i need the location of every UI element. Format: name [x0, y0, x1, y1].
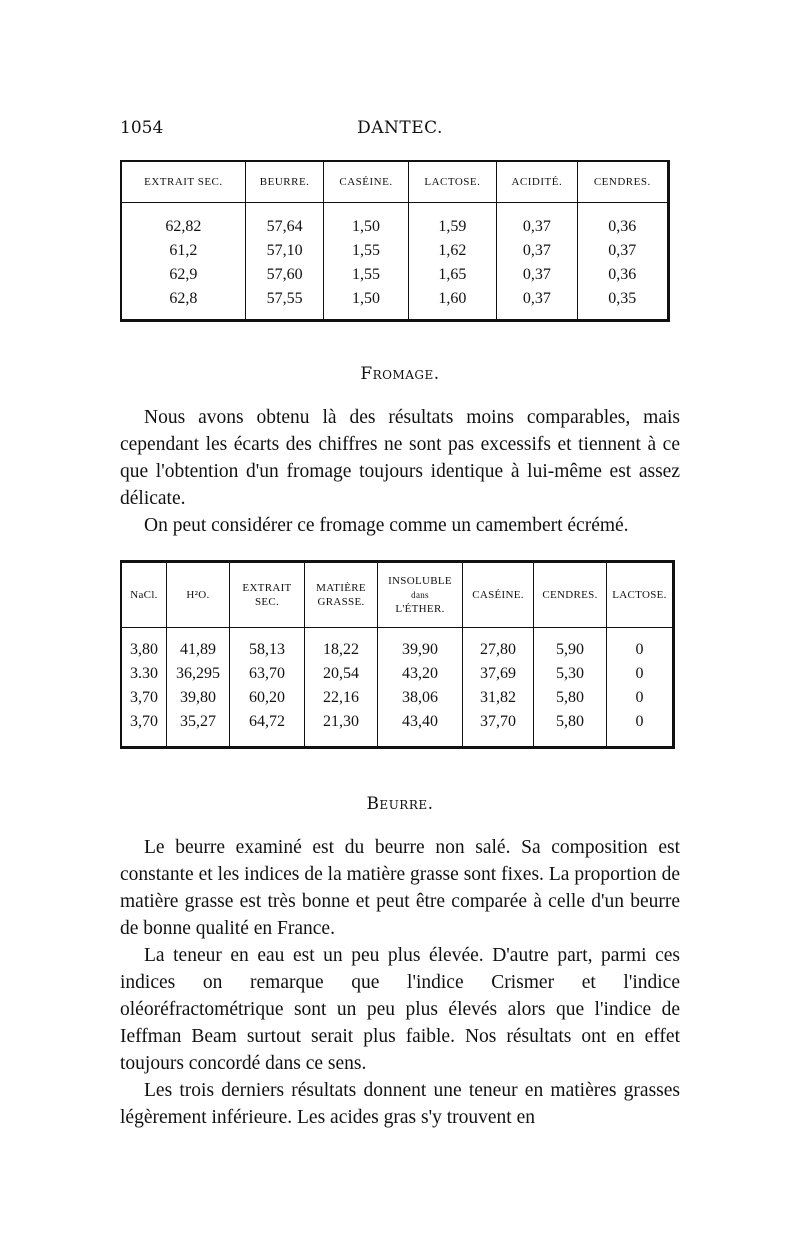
table-cell: 0 [607, 628, 674, 663]
table-row [121, 239, 669, 263]
table-row [121, 628, 674, 663]
header-line: SEC. [254, 596, 280, 608]
table-cell: 0 [607, 662, 674, 686]
col-h2o: H²O. [167, 562, 230, 628]
table-header-row [121, 161, 669, 203]
table-cell: 61,2 [169, 242, 198, 259]
table-cell: 64,72 [230, 710, 305, 748]
table-cell: 5,90 [534, 628, 607, 663]
table-cell: 38,06 [378, 686, 463, 710]
table-cell: 1,62 [408, 239, 497, 263]
table-cell: 1,65 [408, 263, 497, 287]
col-caseine: CASÉINE. [463, 562, 534, 628]
col-cendres: CENDRES. [534, 562, 607, 628]
table-cell: 1,50 [324, 287, 408, 321]
paragraph-beurre-2: La teneur en eau est un peu plus élevée. D'autre part, parmi ces indices on remarque que l'indice Crismer et l'indice oléoréfractométrique sont un peu plus élevés alors que l'indice de Ieffman Beam surtout serait plus faible. Nos résultats ont en effet toujours concordé dans ce sens. [120, 945, 680, 1074]
paragraph-beurre-1: Le beurre examiné est du beurre non salé. Sa composition est constante et les indices de la matière grasse sont fixes. La proportion de matière grasse est très bonne et peut être comparée à celle d'un beurre de bonne qualité en France. [120, 837, 680, 939]
col-beurre: BEURRE. [245, 161, 324, 203]
table-cell: 18,22 [305, 628, 378, 663]
table-cell: 43,40 [378, 710, 463, 748]
col-acidite: ACIDITÉ. [497, 161, 577, 203]
table-cell: 62,82 [165, 218, 202, 235]
table-cell: 1,55 [324, 263, 408, 287]
table-cell: 60,20 [230, 686, 305, 710]
col-caseine: CASÉINE. [324, 161, 408, 203]
table-cell: 3,70 [130, 689, 158, 706]
table-cell: 0,37 [497, 287, 577, 321]
table-row [121, 263, 669, 287]
table-cell: 1,60 [408, 287, 497, 321]
header-line: INSOLUBLE [388, 575, 452, 587]
col-lactose: LACTOSE. [408, 161, 497, 203]
table-cell: 0,37 [497, 263, 577, 287]
table-cell: 35,27 [167, 710, 230, 748]
table-row [121, 710, 674, 748]
table-cell: 41,89 [167, 628, 230, 663]
table-cell: 5,80 [534, 686, 607, 710]
table-cell: 0,37 [497, 239, 577, 263]
paragraph-beurre-3: Les trois derniers résultats donnent une teneur en matières grasses légèrement inférieure. Les acides gras s'y trouvent en [120, 1080, 680, 1128]
paragraph-fromage-1: Nous avons obtenu là des résultats moins comparables, mais cependant les écarts des chiffres ne sont pas excessifs et tiennent à ce que l'obtention d'un fromage toujours identique à lui-même est assez délicate. [120, 407, 680, 509]
section-title-beurre: Beurre. [366, 794, 434, 814]
table-cell: 0,37 [497, 203, 577, 240]
table-cell: 0,36 [577, 203, 668, 240]
table-cell: 43,20 [378, 662, 463, 686]
table-cell: 62,9 [169, 266, 198, 283]
header-line: EXTRAIT [242, 582, 292, 594]
col-matiere-grasse [305, 562, 378, 628]
header-line: GRASSE. [317, 596, 365, 608]
col-cendres: CENDRES. [577, 161, 668, 203]
table-cell: 5,30 [534, 662, 607, 686]
table-cheese-composition [120, 560, 675, 749]
table-cell: 57,64 [245, 203, 324, 240]
table-cell: 3,80 [130, 641, 158, 658]
section-title-fromage: Fromage. [360, 364, 440, 384]
table-cell: 57,60 [245, 263, 324, 287]
col-insoluble-ether [378, 562, 463, 628]
table-cell: 39,80 [167, 686, 230, 710]
table-cell: 57,55 [245, 287, 324, 321]
table-cell: 57,10 [245, 239, 324, 263]
table-cell: 0,36 [577, 263, 668, 287]
table-cell: 62,8 [169, 290, 198, 307]
table-cell: 0,37 [577, 239, 668, 263]
table-cell: 22,16 [305, 686, 378, 710]
table-cell: 36,295 [167, 662, 230, 686]
col-extrait-sec: EXTRAIT SEC. [121, 161, 245, 203]
table-cell: 31,82 [463, 686, 534, 710]
table-cell: 1,50 [324, 203, 408, 240]
table-cell: 1,59 [408, 203, 497, 240]
table-milk-composition [120, 160, 670, 322]
table-cell: 37,69 [463, 662, 534, 686]
table-header-row [121, 562, 674, 628]
page-number: 1054 [120, 118, 164, 138]
table-cell: 39,90 [378, 628, 463, 663]
table-cell: 5,80 [534, 710, 607, 748]
table-cell: 0,35 [577, 287, 668, 321]
table-cell: 1,55 [324, 239, 408, 263]
table-cell: 37,70 [463, 710, 534, 748]
table-row [121, 287, 669, 321]
header-line: L'ÉTHER. [395, 603, 445, 615]
table-cell: 20,54 [305, 662, 378, 686]
col-lactose: LACTOSE. [607, 562, 674, 628]
header-line: dans [411, 590, 429, 600]
running-head: DANTEC. [357, 118, 443, 138]
table-row [121, 662, 674, 686]
table-cell: 0 [607, 686, 674, 710]
table-cell: 3,70 [130, 713, 158, 730]
table-row [121, 203, 669, 240]
table-row [121, 686, 674, 710]
table-cell: 63,70 [230, 662, 305, 686]
paragraph-fromage-2: On peut considérer ce fromage comme un camembert écrémé. [144, 515, 629, 536]
table-cell: 0 [607, 710, 674, 748]
header-line: MATIÈRE [316, 582, 366, 594]
table-cell: 27,80 [463, 628, 534, 663]
table-cell: 3.30 [130, 665, 158, 682]
table-cell: 58,13 [230, 628, 305, 663]
col-nacl: NaCl. [121, 562, 167, 628]
table-cell: 21,30 [305, 710, 378, 748]
col-extrait-sec [230, 562, 305, 628]
